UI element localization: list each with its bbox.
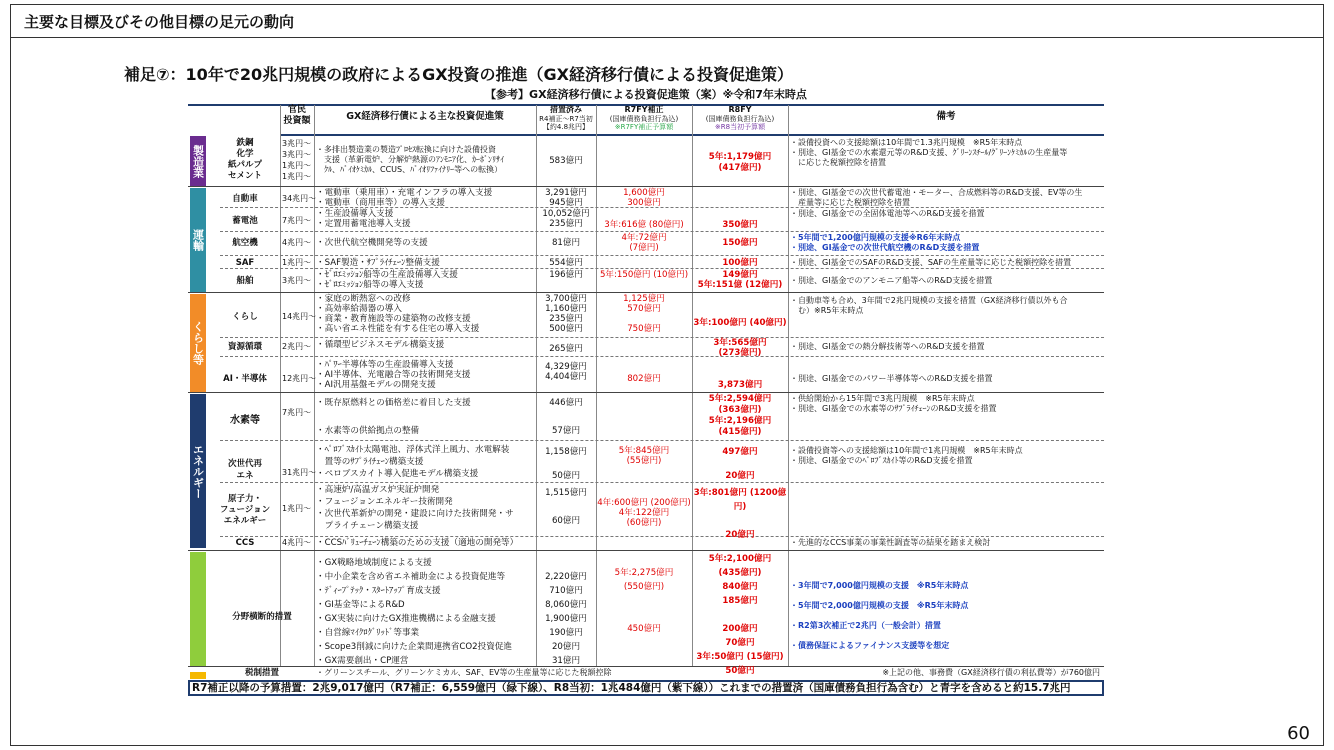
row-divider (188, 392, 1104, 393)
header-sochi-sub2: 【約4.8兆円】 (542, 123, 590, 131)
header-sochi-sub1: R4補正〜R7当初 (539, 115, 593, 123)
policy-text: ・SAF製造・ｻﾌﾟﾗｲﾁｪｰﾝ整備支援 (316, 258, 440, 268)
biko-text: ・3年間で7,000億円規模の支援 ※R5年末時点 ・5年間で2,000億円規模の支援 ※R5年末時点 ・R2第3次補正で2兆円（一般会計）措置 ・債務保証によるファイナンス支援等を想定 (790, 581, 969, 650)
row-divider (220, 231, 1104, 232)
investment-table (188, 90, 1104, 696)
policy-text: ・ｾﾞﾛｴﾐｯｼｮﾝ船等の生産設備導入支援 ・ｾﾞﾛｴﾐｯｼｮﾝ船等の導入支援 (316, 270, 458, 290)
kanmin-value: 1兆円〜 (282, 504, 312, 513)
header-r8-note: ※R8当初予算額 (714, 123, 766, 131)
header-r8 (692, 105, 788, 136)
sochi-value: 4,329億円 4,404億円 (545, 362, 587, 382)
kanmin-value: 14兆円〜 (282, 312, 317, 321)
sochi-value: 446億円 57億円 (549, 398, 583, 436)
tax-label: 税制措置 (244, 668, 279, 678)
kanmin-value: 4兆円〜 (282, 238, 312, 247)
sector-label: くらし (232, 312, 258, 322)
sector-label: 水素等 (230, 415, 260, 426)
sochi-value: 1,515億円 60億円 (545, 488, 587, 526)
policy-text: ・既存原燃料との価格差に着目した支援 ・水素等の供給拠点の整備 (316, 398, 471, 436)
r8-value: 5年:2,594億円 (363億円) 5年:2,196億円 (415億円) (708, 394, 772, 437)
r7-value: 1,125億円 570億円 750億円 (623, 294, 665, 334)
r7-value: 1,600億円 300億円 (623, 188, 665, 208)
header-kanmin: 官民 投資額 (280, 105, 314, 136)
sochi-value: 2,220億円 710億円 8,060億円 1,900億円 190億円 20億円 31億円 (545, 572, 587, 666)
biko-text: ・設備投資等への支援総額は10年間で1兆円規模 ※R5年末時点 ・別途、GI基金でのﾍﾟﾛﾌﾞｽｶｲﾄ等のR&D支援を措置 (790, 446, 1023, 465)
sector-label: SAF (235, 258, 255, 268)
row-divider (220, 356, 1104, 357)
page-number: 60 (1287, 723, 1310, 744)
r8-value: 3,873億円 (717, 380, 763, 390)
col-sep (314, 105, 315, 666)
sochi-value: 265億円 (549, 344, 583, 354)
r7-value: 5年:845億円 (55億円) (618, 446, 670, 466)
sector-label: 鉄鋼 化学 紙パルプ セメント (227, 138, 262, 181)
header-sochi (536, 105, 596, 136)
sector-label: 原子力・ フュージョン エネルギー (219, 494, 271, 526)
biko-text: ・別途、GI基金でのアンモニア船等へのR&D支援を措置 (790, 276, 993, 285)
sector-label: 自動車 (232, 194, 258, 204)
sector-label: 船舶 (236, 276, 254, 286)
kanmin-value: 34兆円〜 (282, 194, 317, 203)
category-energy: エネルギー (190, 394, 206, 548)
kanmin-value: 7兆円〜 (282, 408, 312, 417)
row-divider (220, 536, 1104, 537)
r8-value: 100億円 (722, 258, 758, 268)
tax-row (188, 666, 1104, 680)
policy-text: ・GX戦略地域制度による支援 ・中小企業を含め省エネ補助金による投資促進等 ・ﾃﾞｨｰﾌﾟﾃｯｸ・ｽﾀｰﾄｱｯﾌﾟ育成支援 ・GI基金等によるR&D ・GX実装に向けたGX推進機構による金融支援 ・自営線ﾏｲｸﾛｸﾞﾘｯﾄﾞ等事業 ・Scope3削減に向けた企業間連携省CO2投資促進 ・GX需要創出・CP運営 (316, 558, 512, 666)
r8-value: 149億円 5年:151億 (12億円) (697, 270, 783, 290)
kanmin-value: 2兆円〜 (282, 342, 312, 351)
sector-label: CCS (235, 538, 255, 548)
header-r7-sub: (国庫債務負担行為込) (609, 115, 679, 123)
biko-text: ・別途、GI基金での熱分解技術等へのR&D支援を措置 (790, 342, 985, 351)
category-cross-sector (190, 552, 206, 666)
header-r8-label: R8FY (728, 105, 752, 114)
policy-text: ・ﾍﾟﾛﾌﾞｽｶｲﾄ太陽電池、浮体式洋上風力、水電解装 置等のｻﾌﾟﾗｲﾁｪｰﾝ構築支援 ・ペロブスカイト導入促進モデル構築支援 (316, 445, 510, 479)
r7-value: 5年:150億円 (10億円) (599, 270, 689, 280)
r8-value: 497億円 20億円 (722, 447, 758, 481)
r7-value: 4年:600億円 (200億円) 4年:122億円 (60億円) (597, 498, 691, 528)
r8-value: 5年:1,179億円 (417億円) (708, 152, 772, 173)
col-sep (280, 105, 281, 666)
biko-text: ・別途、GI基金でのパワー半導体等へのR&D支援を措置 (790, 374, 993, 383)
sector-label: 航空機 (232, 238, 258, 248)
page-title: 主要な目標及びその他目標の足元の動向 (24, 13, 295, 31)
kanmin-value: 31兆円〜 (282, 468, 317, 477)
policy-text: ・ﾊﾟﾜｰ半導体等の生産設備導入支援 ・AI半導体、光電融合等の技術開発支援 ・AI汎用基盤モデルの開発支援 (316, 360, 471, 390)
r8-value: 150億円 (722, 238, 758, 248)
policy-text: ・CCSﾊﾞﾘｭｰﾁｪｰﾝ構築のための支援（適地の開発等） (316, 538, 519, 548)
biko-text: ・設備投資への支援総額は10年間で1.3兆円規模 ※R5年末時点 ・別途、GI基金での水素還元等のR&D支援、ｸﾞﾘｰﾝｽﾁｰﾙ/ｸﾞﾘｰﾝｹﾐｶﾙの生産量等 に応じた税額控除を措置 (790, 138, 1068, 167)
policy-text: ・家庭の断熱窓への改修 ・高効率給湯器の導入 ・商業・教育施設等の建築物の改修支援 ・高い省エネ性能を有する住宅の導入支援 (316, 294, 480, 334)
biko-text: ・別途、GI基金でのSAFのR&D支援、SAFの生産量等に応じた税額控除を措置 (790, 258, 1072, 267)
r8-value: 5年:2,100億円 (435億円) 840億円 185億円 200億円 70億円 3年:50億円 (15億円) 50億円 (696, 554, 784, 676)
kanmin-value: 3兆円〜 3兆円〜 1兆円〜 1兆円〜 (282, 139, 312, 181)
policy-text: ・循環型ビジネスモデル構築支援 (316, 340, 445, 350)
sochi-value: 583億円 (549, 156, 583, 166)
kanmin-value: 1兆円〜 (282, 258, 312, 267)
category-manufacturing: 製造業 (190, 136, 206, 186)
kanmin-value: 12兆円〜 (282, 374, 317, 383)
sochi-value: 3,291億円 945億円 (545, 188, 587, 208)
sochi-value: 81億円 (551, 238, 581, 248)
header-sochi-label: 措置済み (550, 105, 582, 114)
biko-text: ・5年間で1,200億円規模の支援※R6年末時点 ・別途、GI基金での次世代航空機のR&D支援を措置 (790, 233, 980, 252)
sector-label: 資源循環 (227, 342, 262, 352)
r7-value: 3年:616億 (80億円) (604, 220, 684, 230)
row-divider (220, 255, 1104, 256)
sector-label: AI・半導体 (223, 374, 267, 384)
sochi-value: 10,052億円 235億円 (542, 209, 590, 229)
header-r8-sub: (国庫債務負担行為込) (705, 115, 775, 123)
r8-value: 3年:565億円 (273億円) (713, 338, 767, 358)
sector-label: 分野横断的措置 (232, 612, 292, 622)
sochi-value: 3,700億円 1,160億円 235億円 500億円 (545, 294, 587, 334)
row-divider (188, 550, 1104, 551)
sector-label: 蓄電池 (232, 216, 258, 226)
row-divider (220, 482, 1104, 483)
kanmin-value: 7兆円〜 (282, 216, 312, 225)
r7-value: 802億円 (627, 374, 661, 384)
kanmin-value: 4兆円〜 (282, 538, 312, 547)
header-r7-note: ※R7FY補正予算額 (614, 123, 674, 131)
biko-text: ・先進的なCCS事業の事業性調査等の結果を踏まえ検討 (790, 538, 991, 547)
header-biko: 備考 (788, 105, 1104, 136)
row-divider (220, 337, 1104, 338)
category-transport: 運輸 (190, 188, 206, 292)
r8-value: 3年:100億円 (40億円) (693, 318, 787, 328)
biko-text: ・別途、GI基金での次世代蓄電池・モーター、合成燃料等のR&D支援、EV等の生 産量等に応じた税額控除を措置 (790, 188, 1083, 207)
header-bar (10, 4, 1324, 38)
tax-note: ※上記の他、事務費（GX経済移行債の利払費等）が760億円 (882, 668, 1100, 677)
row-divider (220, 440, 1104, 441)
policy-text: ・多排出製造業の製造ﾌﾟﾛｾｽ転換に向けた設備投資 支援（革新電炉、分解炉熱源のｱﾝﾓﾆｱ化、ｶｰﾎﾞﾝﾘｻｲ ｸﾙ、ﾊﾞｲｵｹﾐｶﾙ、CCUS、ﾊﾞｲｵﾘﾌｧｲﾅﾘｰ等への転換） (316, 145, 504, 174)
section-subtitle: 補足⑦：10年で20兆円規模の政府によるGX投資の推進（GX経済移行債による投資促進策） (124, 65, 794, 84)
kanmin-value: 3兆円〜 (282, 276, 312, 285)
r8-value: 3年:801億円 (1200億円) 20億円 (693, 488, 787, 540)
policy-text: ・生産設備導入支援 ・定置用蓄電池導入支援 (316, 209, 411, 229)
r7-value: 4年:72億円 (7億円) (621, 233, 667, 253)
sector-label: 次世代再 エネ (227, 459, 262, 481)
header-r7-label: R7FY補正 (624, 105, 664, 114)
biko-text: ・自動車等も合め、3年間で2兆円規模の支援を措置（GX経済移行債以外も合 む）※R5年末時点 (790, 296, 1068, 315)
row-divider (188, 292, 1104, 293)
policy-text: ・電動車（乗用車）・充電インフラの導入支援 ・電動車（商用車等）の導入支援 (316, 188, 493, 208)
budget-summary-footer: R7補正以降の予算措置：2兆9,017億円（R7補正：6,559億円（緑下線）、R8当初：1兆484億円（紫下線））これまでの措置済（国庫債務負担行為含む）と青字を含めると約15.7兆円 (188, 680, 1104, 696)
category-living: くらし等 (190, 294, 206, 392)
sochi-value: 554億円 (549, 258, 583, 268)
biko-text: ・供給開始から15年間で3兆円規模 ※R5年末時点 ・別途、GI基金での水素等のｻﾌﾟﾗｲﾁｪｰﾝのR&D支援を措置 (790, 394, 997, 413)
col-sep (788, 105, 789, 666)
sochi-value: 1,158億円 50億円 (545, 447, 587, 481)
row-divider (220, 268, 1104, 269)
tax-text: ・グリーンスチール、グリーンケミカル、SAF、EV等の生産量等に応じた税額控除 (316, 668, 612, 677)
r8-value: 350億円 (722, 220, 758, 230)
r7-value: 5年:2,275億円 (550億円) 450億円 (614, 568, 674, 634)
policy-text: ・高速炉/高温ガス炉実証炉開発 ・フュージョンエネルギー技術開発 ・次世代革新炉の開発・建設に向けた技術開発・サ プライチェーン構築支援 (316, 485, 514, 531)
row-divider (188, 186, 1104, 187)
policy-text: ・次世代航空機開発等の支援 (316, 238, 428, 248)
table-title: 【参考】GX経済移行債による投資促進策（案）※令和7年末時点 (188, 90, 1104, 106)
biko-text: ・別途、GI基金での全固体電池等へのR&D支援を措置 (790, 209, 985, 218)
header-policy: GX経済移行債による主な投資促進策 (314, 105, 536, 136)
header-r7 (596, 105, 692, 136)
sochi-value: 196億円 (549, 270, 583, 280)
